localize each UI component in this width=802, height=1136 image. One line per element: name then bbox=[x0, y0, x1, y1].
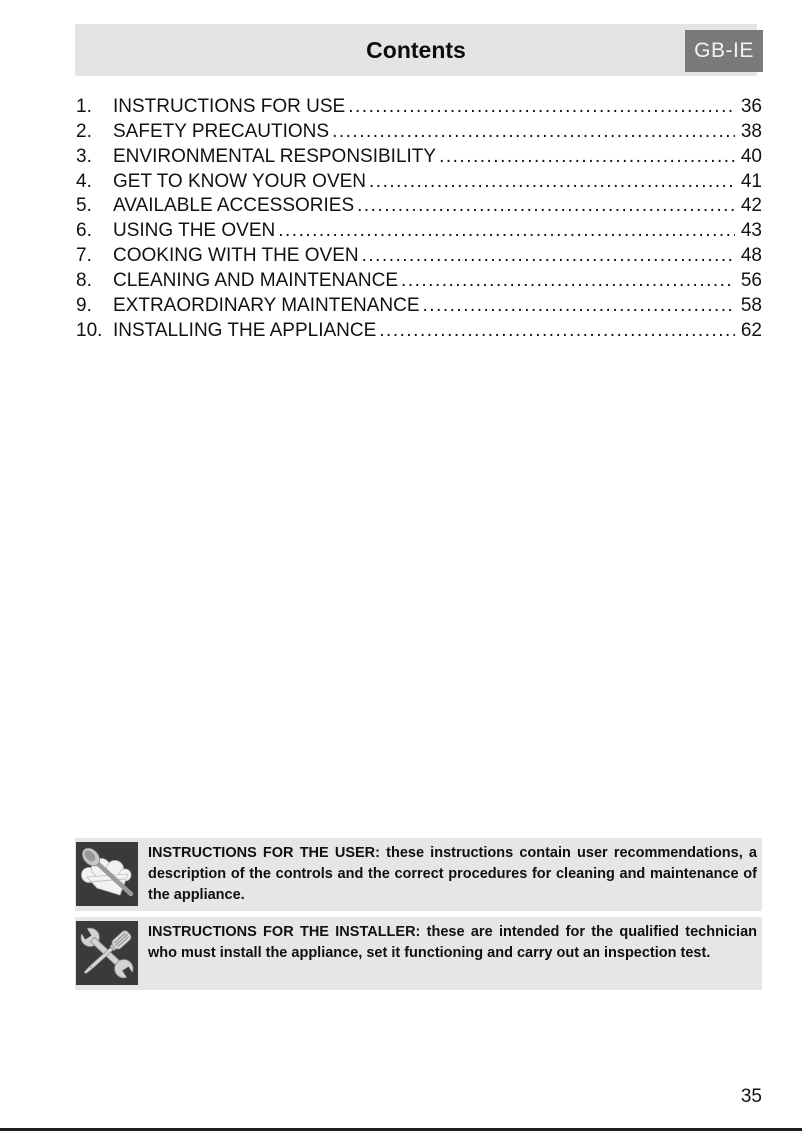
toc-entry-number: 4. bbox=[76, 170, 92, 192]
toc-entry[interactable] bbox=[76, 220, 762, 245]
toc-entry[interactable] bbox=[76, 195, 762, 220]
toc-entry[interactable] bbox=[76, 121, 762, 146]
installer-instructions-note bbox=[75, 917, 762, 990]
toc-entry-title: CLEANING AND MAINTENANCE bbox=[113, 269, 399, 291]
instruction-notes bbox=[75, 838, 762, 996]
user-instructions-note bbox=[75, 838, 762, 911]
toc-entry-page: 41 bbox=[740, 170, 762, 192]
page-title: Contents bbox=[366, 37, 466, 63]
toc-entry[interactable] bbox=[76, 171, 762, 196]
toc-entry[interactable] bbox=[76, 320, 762, 345]
toc-dot-leader bbox=[369, 171, 735, 193]
toc-dot-leader bbox=[362, 245, 735, 267]
header-bar bbox=[75, 24, 757, 76]
toc-entry-number: 10. bbox=[76, 319, 103, 341]
chef-hat-spoon-icon bbox=[76, 842, 138, 906]
toc-entry-title: COOKING WITH THE OVEN bbox=[113, 245, 359, 267]
toc-entry-number: 6. bbox=[76, 220, 92, 242]
toc-entry-page: 56 bbox=[740, 269, 762, 291]
page-number: 35 bbox=[740, 1086, 762, 1107]
toc-entry-number: 2. bbox=[76, 120, 92, 142]
toc-entry-page: 62 bbox=[740, 319, 762, 341]
toc-entry-number: 1. bbox=[76, 96, 92, 117]
table-of-contents bbox=[76, 96, 762, 344]
toc-entry-page: 42 bbox=[740, 195, 762, 217]
toc-entry-page: 38 bbox=[740, 120, 762, 142]
note-text: INSTRUCTIONS FOR THE INSTALLER: these are intended for the qualified technician who must install the appliance, set it functioning and carry out an inspection test. bbox=[148, 924, 757, 961]
toc-entry-number: 8. bbox=[76, 269, 92, 291]
toc-entry[interactable] bbox=[76, 295, 762, 320]
toc-dot-leader bbox=[278, 220, 735, 242]
toc-dot-leader bbox=[348, 96, 735, 118]
toc-entry-page: 36 bbox=[740, 96, 762, 117]
toc-entry-title: GET TO KNOW YOUR OVEN bbox=[113, 170, 367, 192]
toc-dot-leader bbox=[401, 270, 735, 292]
toc-entry-title: USING THE OVEN bbox=[113, 220, 276, 242]
toc-entry-title: INSTALLING THE APPLIANCE bbox=[113, 319, 377, 341]
region-language-badge: GB-IE bbox=[685, 30, 763, 72]
toc-entry[interactable] bbox=[76, 270, 762, 295]
toc-entry-title: ENVIRONMENTAL RESPONSIBILITY bbox=[113, 145, 437, 167]
note-text: INSTRUCTIONS FOR THE USER: these instructions contain user recommendations, a description of the controls and the correct procedures for cleaning and maintenance of the appliance. bbox=[148, 845, 757, 903]
toc-entry-page: 43 bbox=[740, 220, 762, 242]
toc-entry-page: 58 bbox=[740, 294, 762, 316]
toc-dot-leader bbox=[332, 121, 735, 143]
toc-entry-page: 40 bbox=[740, 145, 762, 167]
toc-entry-number: 9. bbox=[76, 294, 92, 316]
toc-entry-number: 5. bbox=[76, 195, 92, 217]
toc-dot-leader bbox=[439, 146, 735, 168]
toc-entry-title: AVAILABLE ACCESSORIES bbox=[113, 195, 355, 217]
toc-entry[interactable] bbox=[76, 146, 762, 171]
toc-dot-leader bbox=[423, 295, 735, 317]
toc-entry-number: 7. bbox=[76, 245, 92, 267]
toc-entry-number: 3. bbox=[76, 145, 92, 167]
toc-dot-leader bbox=[357, 195, 735, 217]
toc-dot-leader bbox=[379, 320, 735, 342]
toc-entry-title: SAFETY PRECAUTIONS bbox=[113, 120, 330, 142]
wrench-screwdriver-icon bbox=[76, 921, 138, 985]
toc-entry-title: EXTRAORDINARY MAINTENANCE bbox=[113, 294, 420, 316]
toc-entry[interactable] bbox=[76, 96, 762, 121]
toc-entry-title: INSTRUCTIONS FOR USE bbox=[113, 96, 346, 117]
toc-entry-page: 48 bbox=[740, 245, 762, 267]
toc-entry[interactable] bbox=[76, 245, 762, 270]
footer-rule bbox=[0, 1128, 802, 1131]
